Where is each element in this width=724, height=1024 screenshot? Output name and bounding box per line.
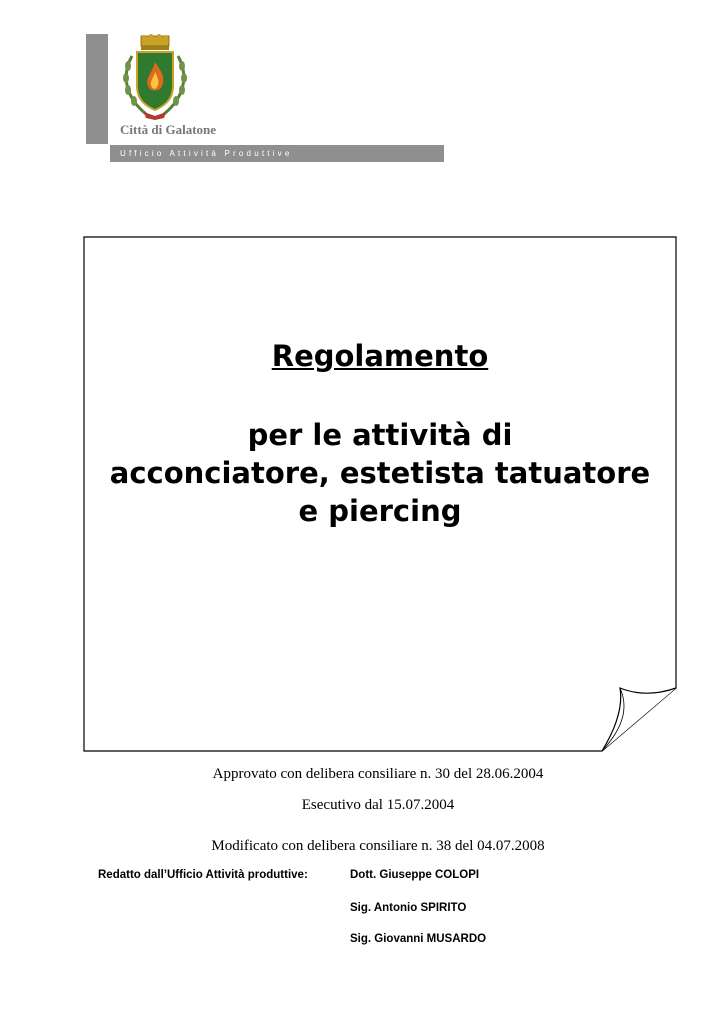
modification-line: Modificato con delibera consiliare n. 38 del 04.07.2008	[211, 838, 545, 854]
approval-line: Approvato con delibera consiliare n. 30 del 28.06.2004	[212, 766, 544, 782]
subtitle-line: e piercing	[298, 494, 462, 528]
author-name: Dott. Giuseppe COLOPI	[350, 869, 480, 881]
document-title: Regolamento	[271, 339, 489, 373]
city-name: Città di Galatone	[120, 122, 217, 137]
title-block	[83, 336, 677, 530]
authors-label: Redatto dall’Ufficio Attività produttive:	[98, 869, 308, 881]
author-name: Sig. Antonio SPIRITO	[350, 902, 467, 914]
coat-of-arms-icon	[120, 34, 190, 122]
executive-line: Esecutivo dal 15.07.2004	[301, 797, 455, 813]
header-side-bar	[86, 34, 108, 144]
document-subtitle	[83, 416, 677, 530]
office-band: Ufficio Attività Produttive	[110, 145, 444, 162]
author-name: Sig. Giovanni MUSARDO	[350, 933, 487, 945]
subtitle-line: acconciatore, estetista tatuatore	[109, 456, 651, 490]
subtitle-line: per le attività di	[247, 418, 513, 452]
